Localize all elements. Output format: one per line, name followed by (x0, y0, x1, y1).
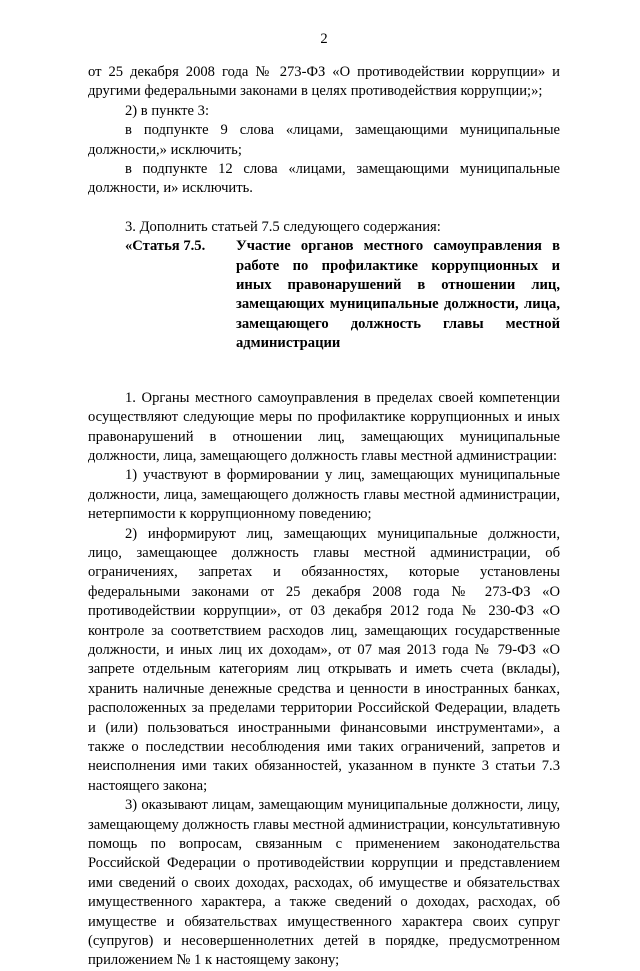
body-paragraph-1: 1. Органы местного самоуправления в пределах своей компетенции осуществляют следующие меры по профилактике коррупционных и иных правонарушений в отношении лиц, замещающих муниципальные должности, лица, замещающего должность главы местной администрации: (88, 389, 560, 464)
section-3-intro: 3. Дополнить статьей 7.5 следующего содержания: (125, 218, 441, 235)
spacer (88, 354, 560, 389)
body-paragraph-2: 1) участвуют в формировании у лиц, замещающих муниципальные должности, лица, замещающего должность главы местной администрации, нетерпимости к коррупционному поведению; (88, 467, 560, 523)
intro-paragraph-1: от 25 декабря 2008 года № 273-ФЗ «О противодействии коррупции» и другими федеральными законами в целях противодействия коррупции;»; (88, 64, 560, 100)
spacer (88, 199, 560, 218)
article-title: Участие органов местного самоуправления в работе по профилактике коррупционных и иных правонарушений в отношении лиц, замещающих муниципальные должности, лица, замещающего должность главы местной администрации (236, 238, 560, 352)
intro-paragraph-4: в подпункте 12 слова «лицами, замещающими муниципальные должности, и» исключить. (88, 161, 560, 197)
body-paragraph-4: 3) оказывают лицам, замещающим муниципальные должности, лицу, замещающему должность главы местной администрации, консультативную помощь по вопросам, связанным с применением законодательства Российской Федерации о противодействии коррупции и представлением ими сведений о своих доходах, расходах, об имуществе и обязательствах имущественного характера, а также сведений о доходах, расходах, об имуществе и обязательствах имущественного характера своих супруг (супругов) и несовершеннолетних детей в порядке, предусмотренном приложением № 1 к настоящему закону; (88, 797, 560, 969)
body-paragraph-3: 2) информируют лиц, замещающих муниципальные должности, лицо, замещающее должность главы местной администрации, об ограничениях, запретах и обязанностях, которые установлены федеральными законами от 25 декабря 2008 года № 273-ФЗ «О противодействии коррупции», от 03 декабря 2012 года № 230-ФЗ «О контроле за соответствием расходов лиц, замещающих государственные должности, и иных лиц их доходам», от 07 мая 2013 года № 79-ФЗ «О запрете отдельным категориям лиц открывать и иметь счета (вклады), хранить наличные денежные средства и ценности в иностранных банках, расположенных за пределами территории Российской Федерации, владеть и (или) пользоваться иностранными финансовыми инструментами», а также о последствии несоблюдения ими таких ограничений, запретов и неисполнения ими таких обязанностей, указанном в пункте 3 статьи 7.3 настоящего закона; (88, 525, 560, 794)
intro-paragraph-2: 2) в пункте 3: (125, 102, 210, 119)
page-number: 2 (320, 31, 328, 47)
article-heading (88, 237, 560, 353)
document-page (88, 30, 560, 971)
intro-paragraph-3: в подпункте 9 слова «лицами, замещающими муниципальные должности,» исключить; (88, 122, 560, 158)
article-label: «Статья 7.5. (125, 238, 206, 255)
